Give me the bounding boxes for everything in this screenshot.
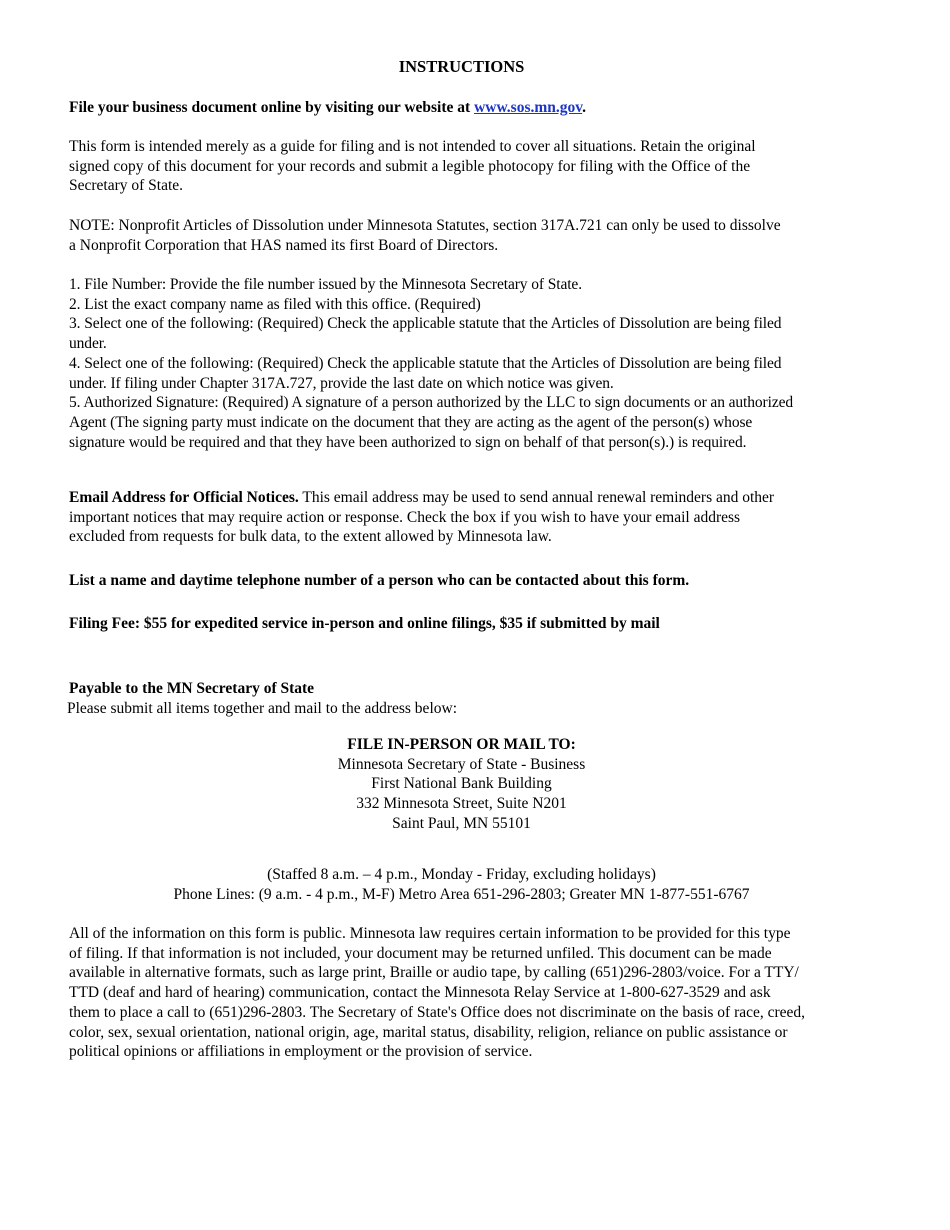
page-title: INSTRUCTIONS xyxy=(398,57,525,76)
payable-text: Please submit all items together and mail to the address below: xyxy=(67,699,457,717)
intro-line: This form is intended merely as a guide for filing and is not intended to cover all situations. Retain the original xyxy=(69,138,756,155)
public-info-line: them to place a call to (651)296-2803. The Secretary of State's Office does not discriminate on the basis of race, creed, xyxy=(69,1003,806,1021)
note-line: NOTE: Nonprofit Articles of Dissolution under Minnesota Statutes, section 317A.721 can only be used to dissolve xyxy=(69,217,781,234)
address-line: 332 Minnesota Street, Suite N201 xyxy=(356,795,567,813)
address-line: Saint Paul, MN 55101 xyxy=(392,814,531,832)
payable-heading: Payable to the MN Secretary of State xyxy=(69,680,315,697)
online-filing-line xyxy=(69,98,899,118)
intro-line: signed copy of this document for your records and submit a legible photocopy for filing with the Office of the xyxy=(69,157,751,175)
step-item: 3. Select one of the following: (Required) Check the applicable statute that the Articles of Dissolution are being filed xyxy=(69,315,782,333)
email-line: excluded from requests for bulk data, to the extent allowed by Minnesota law. xyxy=(69,528,552,546)
step-item: 4. Select one of the following: (Required) Check the applicable statute that the Articles of Dissolution are being filed xyxy=(69,354,782,372)
step-item: signature would be required and that they have been authorized to sign on behalf of that person(s).) is required. xyxy=(69,433,747,451)
public-info-line: available in alternative formats, such as large print, Braille or audio tape, by calling (651)296-2803/voice. For a TTY/ xyxy=(69,964,799,982)
step-item: under. If filing under Chapter 317A.727, provide the last date on which notice was given. xyxy=(69,374,614,392)
email-heading: Email Address for Official Notices. xyxy=(69,489,299,506)
step-item: Agent (The signing party must indicate on the document that they are acting as the agent of the person(s) whose xyxy=(69,413,753,431)
website-link[interactable]: www.sos.mn.gov xyxy=(474,99,583,116)
payable-section xyxy=(69,679,899,718)
address-line: First National Bank Building xyxy=(371,775,552,793)
contact-instruction: List a name and daytime telephone number of a person who can be contacted about this form. xyxy=(69,572,690,589)
email-text: This email address may be used to send annual renewal reminders and other xyxy=(298,489,775,506)
public-info-line: TTD (deaf and hard of hearing) communication, contact the Minnesota Relay Service at 1-800-627-3529 and ask xyxy=(69,984,771,1002)
address-line: Minnesota Secretary of State - Business xyxy=(337,755,586,773)
intro-line: Secretary of State. xyxy=(69,177,184,195)
steps-list xyxy=(69,275,899,452)
public-info-line: All of the information on this form is public. Minnesota law requires certain information to be provided for this type xyxy=(69,925,791,942)
note-paragraph xyxy=(69,216,899,255)
email-paragraph xyxy=(69,488,899,547)
office-hours xyxy=(69,865,854,904)
filing-fee: Filing Fee: $55 for expedited service in-person and online filings, $35 if submitted by mail xyxy=(69,615,660,632)
online-filing-prefix: File your business document online by visiting our website at xyxy=(69,99,475,116)
step-item: 2. List the exact company name as filed with this office. (Required) xyxy=(69,295,481,313)
step-item: under. xyxy=(69,335,107,353)
public-info-line: political opinions or affiliations in employment or the provision of service. xyxy=(69,1043,533,1061)
email-line: important notices that may require action or response. Check the box if you wish to have your email address xyxy=(69,508,741,526)
mailing-address xyxy=(69,735,854,834)
public-info-paragraph xyxy=(69,924,899,1062)
public-info-line: of filing. If that information is not included, your document may be returned unfiled. This document can be made xyxy=(69,944,772,962)
address-heading: FILE IN-PERSON OR MAIL TO: xyxy=(347,736,576,753)
phone-lines: Phone Lines: (9 a.m. - 4 p.m., M-F) Metro Area 651-296-2803; Greater MN 1-877-551-6767 xyxy=(173,885,750,903)
staffed-hours: (Staffed 8 a.m. – 4 p.m., Monday - Friday, excluding holidays) xyxy=(267,866,656,883)
public-info-line: color, sex, sexual orientation, national origin, age, marital status, disability, religion, reliance on public assistance or xyxy=(69,1023,788,1041)
note-line: a Nonprofit Corporation that HAS named its first Board of Directors. xyxy=(69,236,499,254)
intro-paragraph xyxy=(69,137,899,196)
step-item: 1. File Number: Provide the file number issued by the Minnesota Secretary of State. xyxy=(69,276,582,293)
online-filing-suffix: . xyxy=(582,99,587,116)
step-item: 5. Authorized Signature: (Required) A signature of a person authorized by the LLC to sign documents or an authorized xyxy=(69,394,794,412)
